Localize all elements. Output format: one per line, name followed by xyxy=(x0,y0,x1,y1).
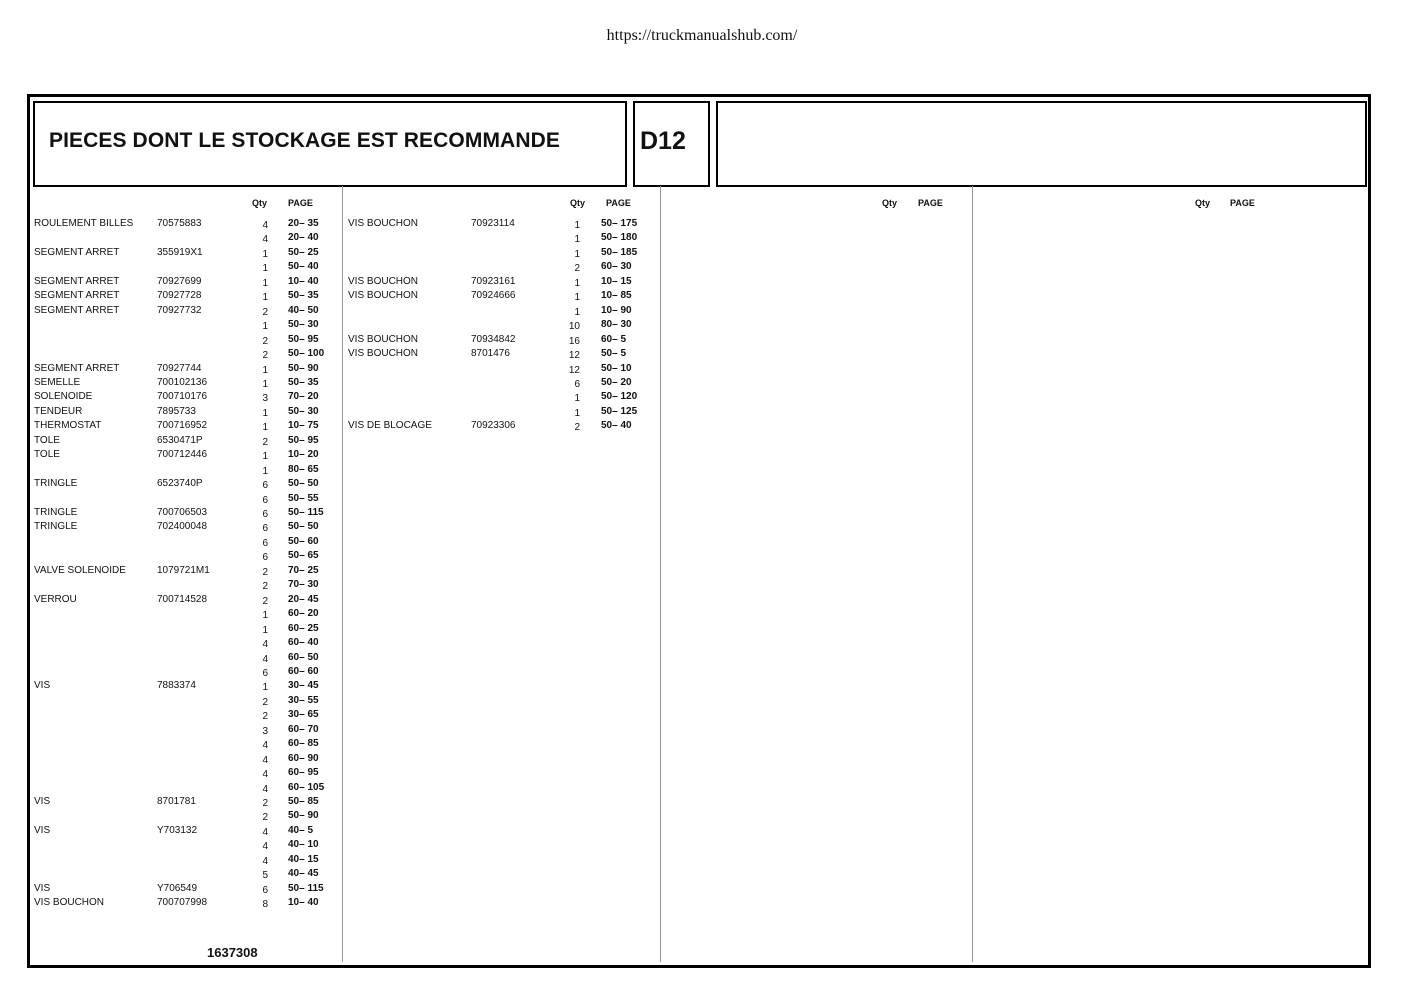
part-page: 50– 120 xyxy=(601,391,638,403)
part-name: VIS BOUCHON xyxy=(348,218,419,229)
section-code: D12 xyxy=(640,127,686,155)
part-page: 50– 60 xyxy=(288,535,319,547)
part-name: TRINGLE xyxy=(34,478,78,490)
part-qty: 1 xyxy=(574,220,580,231)
part-page: 60– 60 xyxy=(288,665,319,677)
part-page: 50– 35 xyxy=(288,290,319,302)
part-page: 60– 50 xyxy=(288,651,319,663)
part-page: 50– 5 xyxy=(601,348,627,360)
part-page: 10– 15 xyxy=(601,275,632,287)
part-ref: 70927728 xyxy=(157,290,202,302)
page-header: PAGE xyxy=(606,198,631,208)
part-qty: 2 xyxy=(262,696,268,708)
part-name: TRINGLE xyxy=(34,521,78,533)
part-qty: 1 xyxy=(262,451,268,463)
part-page: 80– 30 xyxy=(601,319,632,331)
part-page: 80– 65 xyxy=(288,463,319,475)
part-qty: 2 xyxy=(262,306,268,318)
part-page: 50– 100 xyxy=(288,348,325,360)
part-qty: 8 xyxy=(262,899,268,911)
part-name: VIS BOUCHON xyxy=(348,290,419,302)
part-page: 10– 85 xyxy=(601,290,632,302)
part-ref: 700714528 xyxy=(157,593,208,605)
part-qty: 6 xyxy=(574,378,580,390)
part-qty: 1 xyxy=(574,277,580,289)
part-page: 20– 35 xyxy=(288,218,319,229)
part-page: 50– 90 xyxy=(288,362,319,374)
part-qty: 2 xyxy=(262,350,268,362)
part-name: SEGMENT ARRET xyxy=(34,304,120,316)
part-qty: 4 xyxy=(262,740,268,752)
part-ref: 70927732 xyxy=(157,304,202,316)
part-name: VALVE SOLENOIDE xyxy=(34,564,126,576)
part-qty: 1 xyxy=(262,422,268,434)
part-qty: 5 xyxy=(262,870,268,882)
part-name: ROULEMENT BILLES xyxy=(34,218,134,229)
part-ref: 70927744 xyxy=(157,362,202,374)
parts-sheet xyxy=(27,94,1371,968)
part-qty: 10 xyxy=(568,321,580,333)
part-page: 60– 70 xyxy=(288,723,319,735)
page-title: PIECES DONT LE STOCKAGE EST RECOMMANDE xyxy=(49,129,560,152)
part-name: VIS xyxy=(34,824,51,836)
part-name: VIS BOUCHON xyxy=(348,275,419,287)
part-page: 40– 10 xyxy=(288,839,319,851)
part-qty: 6 xyxy=(262,552,268,564)
part-qty: 1 xyxy=(574,306,580,318)
part-qty: 2 xyxy=(262,335,268,347)
qty-header: Qty xyxy=(252,198,268,208)
part-page: 50– 90 xyxy=(288,810,319,822)
part-name: SEGMENT ARRET xyxy=(34,290,120,302)
part-page: 60– 30 xyxy=(601,261,632,273)
part-name: VIS xyxy=(34,680,51,692)
part-page: 50– 40 xyxy=(288,261,319,273)
part-name: THERMOSTAT xyxy=(34,420,102,432)
part-page: 30– 45 xyxy=(288,680,319,692)
part-ref: 70923161 xyxy=(471,275,516,287)
part-ref: 6523740P xyxy=(157,478,203,490)
page-header: PAGE xyxy=(918,198,943,208)
part-page: 30– 55 xyxy=(288,694,319,706)
part-ref: Y706549 xyxy=(157,882,198,894)
part-qty: 4 xyxy=(262,841,268,853)
part-page: 10– 40 xyxy=(288,275,319,287)
part-qty: 2 xyxy=(574,422,580,434)
part-ref: 700707998 xyxy=(157,897,208,909)
part-name: SEGMENT ARRET xyxy=(34,275,120,287)
column-divider xyxy=(660,186,661,962)
part-qty: 1 xyxy=(262,624,268,636)
part-page: 20– 40 xyxy=(288,232,319,244)
part-page: 50– 50 xyxy=(288,521,319,533)
part-name: VIS BOUCHON xyxy=(348,333,419,345)
part-ref: 700716952 xyxy=(157,420,208,432)
part-qty: 6 xyxy=(262,884,268,896)
part-ref: 70575883 xyxy=(157,218,202,229)
part-qty: 2 xyxy=(262,711,268,723)
qty-header: Qty xyxy=(882,198,898,208)
part-ref: Y703132 xyxy=(157,824,198,836)
part-page: 40– 50 xyxy=(288,304,319,316)
part-qty: 1 xyxy=(262,378,268,390)
part-qty: 1 xyxy=(574,407,580,419)
part-page: 50– 55 xyxy=(288,492,319,504)
part-ref: 70934842 xyxy=(471,333,516,345)
part-ref: 8701476 xyxy=(471,348,510,360)
part-qty: 1 xyxy=(262,248,268,260)
part-qty: 6 xyxy=(262,509,268,520)
part-name: VERROU xyxy=(34,593,77,605)
part-name: SEGMENT ARRET xyxy=(34,362,120,374)
part-qty: 16 xyxy=(568,335,580,347)
part-ref: 700706503 xyxy=(157,507,208,518)
page-header: PAGE xyxy=(1230,198,1255,208)
qty-header: Qty xyxy=(1195,198,1211,208)
part-ref: 355919X1 xyxy=(157,246,203,258)
part-page: 40– 5 xyxy=(288,824,314,836)
part-ref: 70924666 xyxy=(471,290,516,302)
part-name: VIS BOUCHON xyxy=(34,897,105,909)
part-ref: 702400048 xyxy=(157,521,208,533)
part-qty: 6 xyxy=(262,480,268,492)
blank-box xyxy=(716,101,1367,187)
title-box xyxy=(33,101,627,187)
part-qty: 6 xyxy=(262,523,268,535)
part-page: 50– 35 xyxy=(288,376,319,388)
part-qty: 2 xyxy=(262,581,268,593)
part-qty: 6 xyxy=(262,667,268,679)
code-box xyxy=(633,101,710,187)
part-qty: 3 xyxy=(262,725,268,737)
part-qty: 1 xyxy=(262,263,268,275)
part-qty: 2 xyxy=(262,798,268,809)
part-name: TRINGLE xyxy=(34,507,78,518)
part-qty: 1 xyxy=(574,292,580,304)
part-page: 50– 95 xyxy=(288,333,319,345)
part-page: 50– 30 xyxy=(288,319,319,331)
part-page: 60– 20 xyxy=(288,608,319,620)
part-page: 70– 30 xyxy=(288,579,319,591)
part-ref: 8701781 xyxy=(157,796,196,807)
qty-header: Qty xyxy=(570,198,586,208)
part-page: 60– 85 xyxy=(288,738,319,750)
part-qty: 3 xyxy=(262,393,268,405)
part-ref: 7883374 xyxy=(157,680,196,692)
part-qty: 1 xyxy=(574,248,580,260)
part-qty: 1 xyxy=(262,277,268,289)
part-page: 50– 95 xyxy=(288,434,319,446)
part-page: 50– 65 xyxy=(288,550,319,562)
part-qty: 1 xyxy=(262,364,268,376)
part-qty: 2 xyxy=(262,595,268,607)
part-page: 30– 65 xyxy=(288,709,319,721)
part-ref: 70923114 xyxy=(471,218,515,229)
part-qty: 4 xyxy=(262,639,268,651)
part-page: 50– 40 xyxy=(601,420,632,432)
part-ref: 700710176 xyxy=(157,391,208,403)
column-divider xyxy=(342,186,343,962)
part-page: 10– 20 xyxy=(288,449,319,461)
part-page: 60– 105 xyxy=(288,781,325,793)
part-page: 50– 10 xyxy=(601,362,632,374)
part-name: TOLE xyxy=(34,449,60,461)
part-page: 50– 125 xyxy=(601,405,638,417)
part-ref: 70927699 xyxy=(157,275,202,287)
part-ref: 700102136 xyxy=(157,376,208,388)
part-page: 70– 20 xyxy=(288,391,319,403)
part-qty: 4 xyxy=(262,754,268,766)
part-page: 50– 20 xyxy=(601,376,632,388)
part-page: 40– 15 xyxy=(288,853,319,865)
part-qty: 4 xyxy=(262,826,268,838)
part-name: VIS DE BLOCAGE xyxy=(348,420,432,432)
part-name: VIS xyxy=(34,796,51,807)
part-qty: 1 xyxy=(262,407,268,419)
part-qty: 1 xyxy=(574,234,580,246)
part-page: 50– 185 xyxy=(601,246,638,258)
part-qty: 12 xyxy=(568,364,580,376)
part-qty: 6 xyxy=(262,537,268,549)
part-name: SEMELLE xyxy=(34,376,81,388)
part-name: SEGMENT ARRET xyxy=(34,246,120,258)
part-page: 50– 115 xyxy=(288,882,324,894)
part-name: VIS xyxy=(34,882,51,894)
part-ref: 70923306 xyxy=(471,420,516,432)
part-qty: 1 xyxy=(574,393,580,405)
part-qty: 4 xyxy=(262,783,268,795)
part-page: 60– 5 xyxy=(601,333,627,345)
part-page: 60– 90 xyxy=(288,752,319,764)
part-page: 50– 30 xyxy=(288,405,319,417)
part-name: VIS BOUCHON xyxy=(348,348,419,360)
part-page: 40– 45 xyxy=(288,868,319,880)
source-url: https://truckmanualshub.com/ xyxy=(606,27,798,44)
part-page: 50– 25 xyxy=(288,246,319,258)
part-page: 60– 40 xyxy=(288,637,319,649)
part-ref: 700712446 xyxy=(157,449,208,461)
part-name: TENDEUR xyxy=(34,405,83,417)
part-page: 50– 180 xyxy=(601,232,638,244)
part-qty: 6 xyxy=(262,494,268,506)
part-qty: 12 xyxy=(568,350,580,362)
part-qty: 1 xyxy=(262,465,268,477)
column-divider xyxy=(972,186,973,962)
part-qty: 1 xyxy=(262,292,268,304)
part-qty: 2 xyxy=(262,812,268,824)
part-page: 10– 90 xyxy=(601,304,632,316)
part-page: 20– 45 xyxy=(288,593,319,605)
part-qty: 4 xyxy=(262,855,268,867)
part-qty: 1 xyxy=(262,682,268,694)
part-name: TOLE xyxy=(34,434,60,446)
part-page: 50– 50 xyxy=(288,478,319,490)
part-page: 70– 25 xyxy=(288,564,319,576)
part-ref: 1079721M1 xyxy=(157,564,210,576)
part-page: 10– 40 xyxy=(288,897,319,909)
part-ref: 6530471P xyxy=(157,434,203,446)
document-number: 1637308 xyxy=(207,945,258,960)
part-page: 10– 75 xyxy=(288,420,319,432)
part-name: SOLENOIDE xyxy=(34,391,93,403)
page-header: PAGE xyxy=(288,198,313,208)
part-qty: 4 xyxy=(262,234,268,246)
part-ref: 7895733 xyxy=(157,405,196,417)
part-qty: 4 xyxy=(262,653,268,665)
part-page: 50– 175 xyxy=(601,218,638,229)
part-qty: 4 xyxy=(262,220,268,231)
part-qty: 1 xyxy=(262,321,268,333)
part-qty: 4 xyxy=(262,769,268,781)
part-page: 60– 25 xyxy=(288,622,319,634)
part-qty: 2 xyxy=(574,263,580,275)
part-qty: 2 xyxy=(262,566,268,578)
part-page: 50– 115 xyxy=(288,507,324,518)
part-qty: 1 xyxy=(262,610,268,622)
part-page: 50– 85 xyxy=(288,796,319,807)
part-qty: 2 xyxy=(262,436,268,448)
part-page: 60– 95 xyxy=(288,767,319,779)
